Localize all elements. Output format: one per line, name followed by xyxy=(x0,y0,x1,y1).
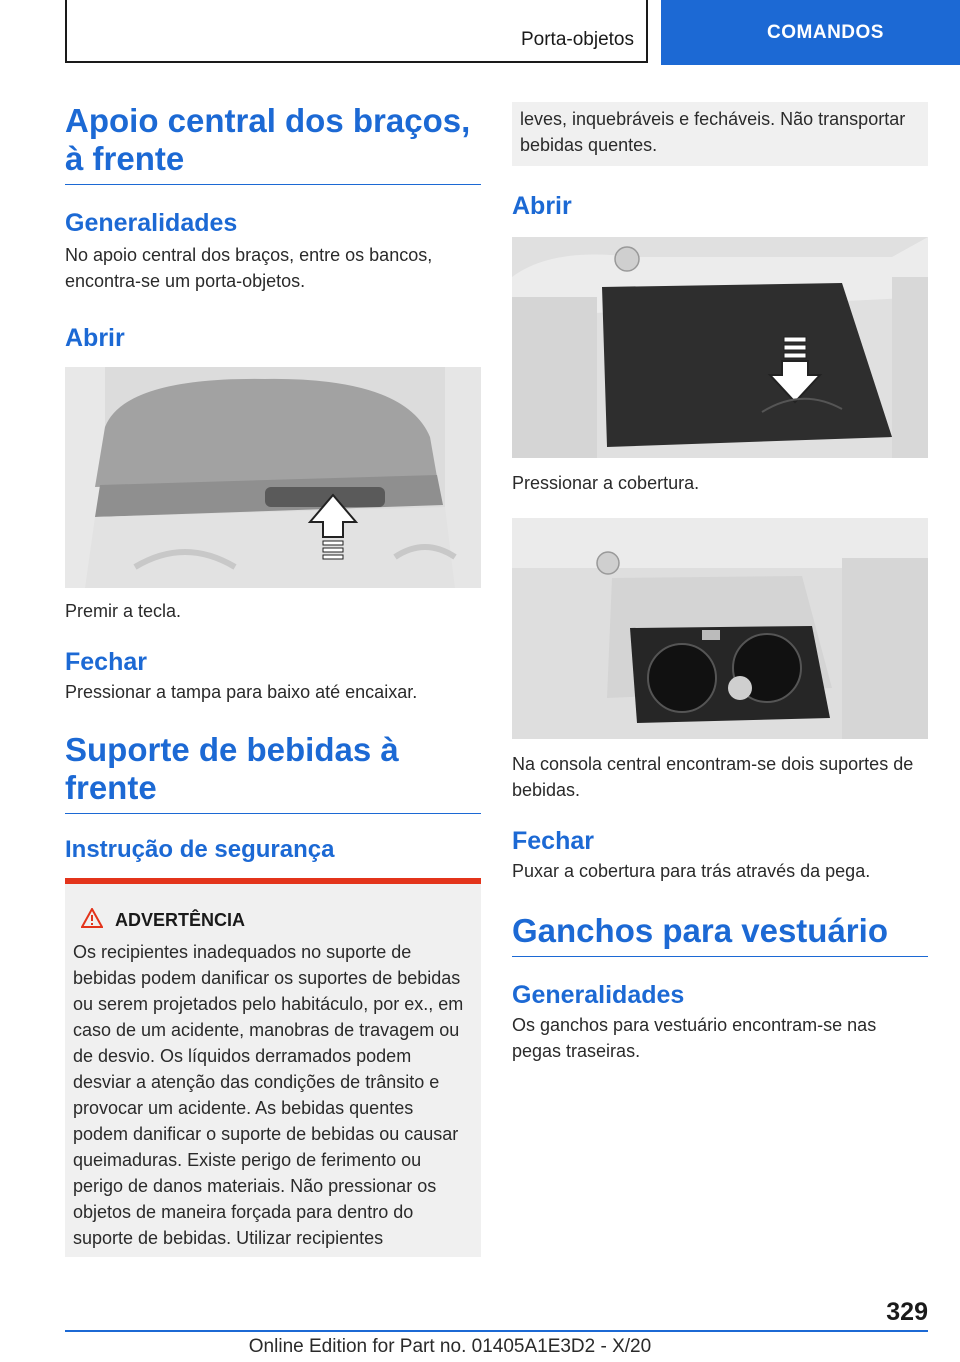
paragraph-fechar-2: Puxar a cobertura para trás através da pega. xyxy=(512,861,871,881)
section-title-3: Ganchos para vestuário xyxy=(512,912,928,957)
heading-seguranca: Instrução de segurança xyxy=(65,836,335,863)
heading-fechar-2: Fechar xyxy=(512,827,594,855)
paragraph-generalidades-2: Os ganchos para vestuário encontram-se nas pegas traseiras. xyxy=(512,1015,877,1061)
heading-generalidades-2: Generalidades xyxy=(512,981,685,1009)
section-title-2: Suporte de bebidas à frente xyxy=(65,731,481,814)
section-title: Apoio central dos braços, à frente xyxy=(65,102,481,185)
paragraph-generalidades: No apoio central dos braços, entre os bancos, encontra-se um porta-objetos. xyxy=(65,245,433,291)
heading-abrir-2: Abrir xyxy=(512,192,572,220)
heading-fechar: Fechar xyxy=(65,648,147,676)
armrest-figure xyxy=(65,367,481,588)
header-chapter: COMANDOS xyxy=(661,0,960,65)
paragraph-fechar: Pressionar a tampa para baixo até encaixar. xyxy=(65,682,418,702)
page-number: 329 xyxy=(886,1298,928,1326)
cupholders-figure xyxy=(512,518,928,739)
heading-abrir: Abrir xyxy=(65,324,125,352)
warning-continuation-text: leves, inquebráveis e fecháveis. Não transportar bebidas quentes. xyxy=(520,109,906,155)
right-column xyxy=(512,102,928,1064)
warning-triangle-icon xyxy=(81,908,103,933)
warning-box xyxy=(65,878,481,1257)
left-column xyxy=(65,102,481,1257)
footer-edition: Online Edition for Part no. 01405A1E3D2 - X/20 xyxy=(248,1336,652,1357)
heading-generalidades: Generalidades xyxy=(65,209,238,237)
warning-continuation xyxy=(512,102,928,166)
caption-abrir: Premir a tecla. xyxy=(65,601,182,621)
caption-pressionar: Pressionar a cobertura. xyxy=(512,473,700,493)
header-box xyxy=(65,0,648,63)
warning-text: Os recipientes inadequados no suporte de bebidas podem danificar os suportes de bebidas ou serem projetados pelo habitáculo, por ex., em caso de um acidente, manobras de travagem ou de desvio. Os líquidos derramados podem desviar a atenção das condições de trânsito e provocar um acidente. As bebidas quentes podem danificar o suporte de bebidas ou causar queimaduras. Existe perigo de ferimento ou perigo de danos materiais. Não pressionar os objetos de maneira forçada para dentro do suporte de bebidas. Utilizar recipientes xyxy=(73,942,464,1248)
warning-title xyxy=(73,908,473,933)
header-section: Porta-objetos xyxy=(520,29,634,50)
caption-cupholders: Na consola central encontram-se dois suportes de bebidas. xyxy=(512,754,914,800)
warning-label: ADVERTÊNCIA xyxy=(115,910,246,930)
footer-divider xyxy=(65,1330,928,1332)
cupholder-cover-figure xyxy=(512,237,928,458)
